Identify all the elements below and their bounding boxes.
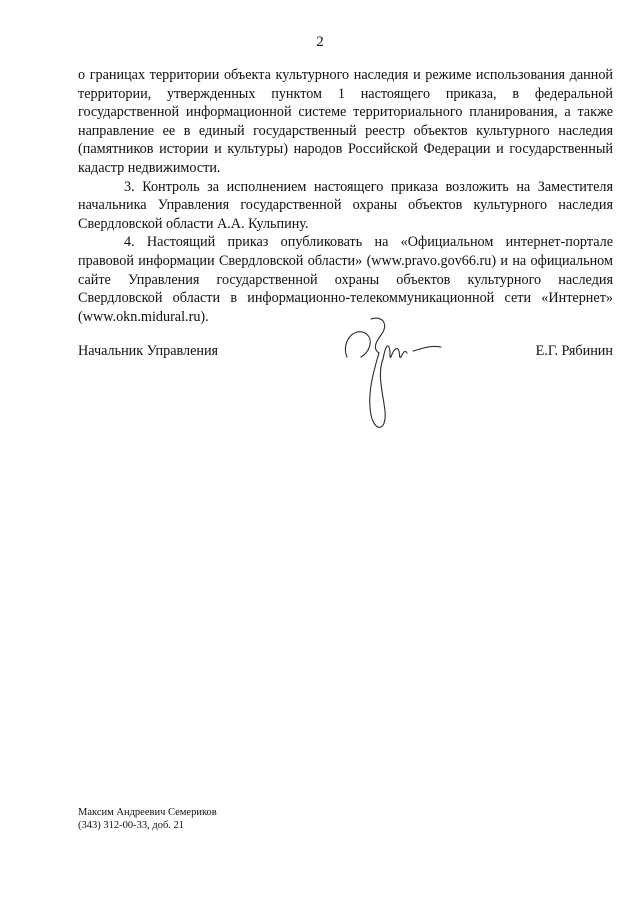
signature-block [78,343,613,453]
signatory-name: Е.Г. Рябинин [535,343,613,359]
paragraph-item-4: 4. Настоящий приказ опубликовать на «Официальном интернет-портале правовой информации Свердловской области» (www.pravo.gov66.ru) и на официальном сайте Управления государственной охраны объектов культурного наследия Свердловской области в информационно-телекоммуникационной сети «Интернет» (www.okn.midural.ru). [78,234,613,325]
page-number: 2 [316,34,324,50]
document-body [78,66,613,326]
paragraph-item-3: 3. Контроль за исполнением настоящего приказа возложить на Заместителя начальника Управления государственной охраны объектов культурного наследия Свердловской области А.А. Кульпину. [78,178,613,232]
executor-info [78,806,217,832]
signatory-position: Начальник Управления [78,343,219,359]
handwritten-signature [333,313,453,443]
paragraph-continuation: о границах территории объекта культурного наследия и режиме использования данной территории, утвержденных пунктом 1 настоящего приказа, в федеральной государственной информационной системе территориального планирования, а также направление ее в единый государственный реестр объектов культурного наследия (памятников истории и культуры) народов Российской Федерации и государственный кадастр недвижимости. [78,67,613,176]
executor-phone: (343) 312-00-33, доб. 21 [78,820,185,831]
executor-name: Максим Андреевич Семериков [78,807,217,818]
